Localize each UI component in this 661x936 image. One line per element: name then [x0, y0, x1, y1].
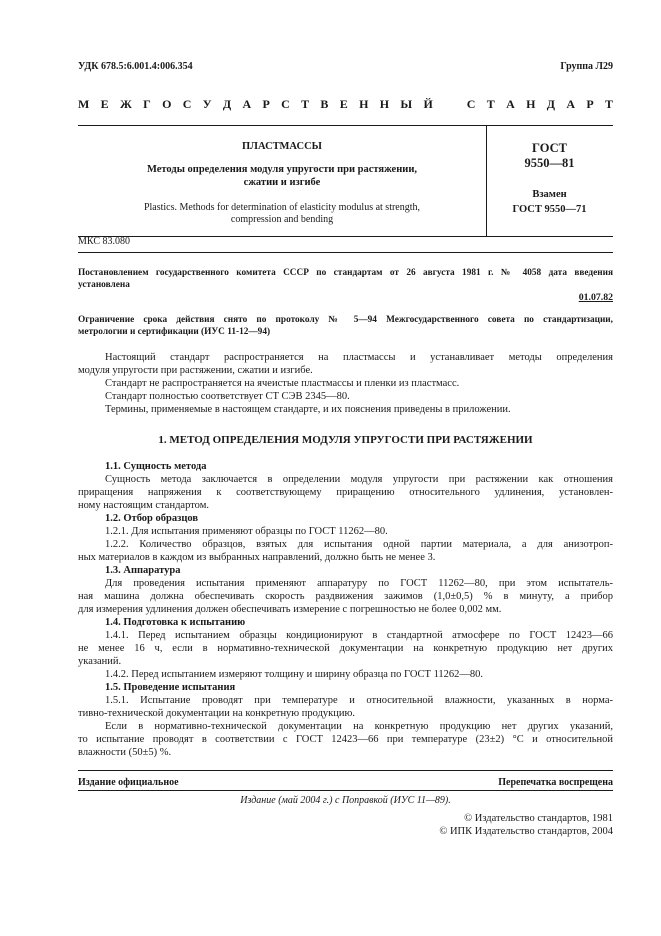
title-ru-line-1: Методы определения модуля упругости при растяжении, — [146, 164, 417, 175]
reprint-forbidden: Перепечатка воспрещена — [498, 777, 613, 788]
subject-heading: ПЛАСТМАССЫ — [242, 141, 322, 152]
title-bottom-rule — [78, 236, 613, 237]
p13-line-2: ная машина должна обеспечивать скорость раздвижения зажимов (1,0±0,5) % в минуту, а прибор — [78, 591, 613, 602]
p152-line-2: то испытание проводят в соответствии с ГОСТ 12423—66 при температуре (23±2) °С и относительной — [78, 734, 613, 745]
copyright-1981: © Издательство стандартов, 1981 — [464, 813, 613, 824]
decree-date: 01.07.82 — [578, 292, 613, 303]
subheading-1-1: 1.1. Сущность метода — [105, 461, 207, 472]
decree-line-1: Постановлением государственного комитета СССР по стандартам от 26 августа 1981 г. № 4058 дата введения — [78, 268, 613, 278]
p13-line-3: для измерения удлинения должен обеспечивать измерение с погрешностью не более 0,002 мм. — [78, 604, 502, 615]
intro-p1-line-1: Настоящий стандарт распространяется на пластмассы и устанавливает методы определения — [105, 352, 613, 363]
p122-line-1: 1.2.2. Количество образцов, взятых для испытания одной партии материала, а для анизотроп- — [105, 539, 613, 550]
p141-line-3: указаний. — [78, 656, 122, 667]
p141-line-1: 1.4.1. Перед испытанием образцы кондиционируют в стандартной атмосфере по ГОСТ 12423—66 — [105, 630, 613, 641]
official-edition: Издание официальное — [78, 777, 179, 788]
p152-line-3: влажности (50±5) %. — [78, 747, 172, 758]
intro-p3: Стандарт полностью соответствует СТ СЭВ 2345—80. — [105, 391, 350, 402]
mks-rule — [78, 252, 613, 253]
section-1-heading: 1. МЕТОД ОПРЕДЕЛЕНИЯ МОДУЛЯ УПРУГОСТИ ПРИ РАСТЯЖЕНИИ — [158, 434, 533, 446]
p121: 1.2.1. Для испытания применяют образцы по ГОСТ 11262—80. — [105, 526, 388, 537]
top-rule — [78, 125, 613, 126]
limit-line-2: метрологии и сертификации (ИУС 11-12—94) — [78, 327, 271, 337]
p11-line-1: Сущность метода заключается в определении модуля упругости при растяжении как отношения — [105, 474, 613, 485]
edition-note: Издание (май 2004 г.) с Поправкой (ИУС 11—89). — [240, 795, 451, 806]
intro-p1-line-2: модуля упругости при растяжении, сжатии и изгибе. — [78, 365, 313, 376]
replaces-number: ГОСТ 9550—71 — [512, 204, 587, 215]
intro-p4: Термины, применяемые в настоящем стандарте, и их пояснения приведены в приложении. — [105, 404, 511, 415]
p141-line-2: не менее 16 ч, если в нормативно-технической документации на конкретную продукцию нет других — [78, 643, 613, 654]
footer-rule — [78, 770, 613, 771]
p152-line-1: Если в нормативно-технической документации на конкретную продукцию нет других указаний, — [105, 721, 613, 732]
subheading-1-5: 1.5. Проведение испытания — [105, 682, 236, 693]
p151-line-2: тивно-технической документации на конкретную продукцию. — [78, 708, 355, 719]
p142: 1.4.2. Перед испытанием измеряют толщину и ширину образца по ГОСТ 11262—80. — [105, 669, 484, 680]
subheading-1-3: 1.3. Аппаратура — [105, 565, 181, 576]
footer-rule-2 — [78, 790, 613, 791]
title-en-line-2: compression and bending — [230, 214, 334, 225]
decree-line-2: установлена — [78, 280, 130, 290]
title-en-line-1: Plastics. Methods for determination of elasticity modulus at strength, — [143, 202, 421, 213]
subheading-1-2: 1.2. Отбор образцов — [105, 513, 199, 524]
mks-code: МКС 83.080 — [78, 236, 130, 247]
p13-line-1: Для проведения испытания применяют аппаратуру по ГОСТ 11262—80, при этом испытатель- — [105, 578, 613, 589]
subheading-1-4: 1.4. Подготовка к испытанию — [105, 617, 246, 628]
title-ru-line-2: сжатии и изгибе — [243, 177, 321, 188]
limit-line-1: Ограничение срока действия снято по протоколу № 5—94 Межгосударственного совета по стандартизации, — [78, 315, 613, 325]
replaces-label: Взамен — [532, 189, 567, 200]
copyright-2004: © ИПК Издательство стандартов, 2004 — [439, 826, 613, 837]
group-code: Группа Л29 — [560, 61, 613, 72]
p151-line-1: 1.5.1. Испытание проводят при температуре и относительной влажности, указанных в норма- — [105, 695, 613, 706]
interstate-standard-banner: М Е Ж Г О С У Д А Р С Т В Е Н Н Ы Й С Т А Н Д А Р Т — [78, 97, 613, 111]
gost-number: 9550—81 — [524, 156, 575, 170]
udk-code: УДК 678.5:6.001.4:006.354 — [78, 61, 193, 72]
gost-label: ГОСТ — [532, 141, 567, 155]
p122-line-2: ных материалов в каждом из выбранных направлений, должно быть не менее 3. — [78, 552, 436, 563]
p11-line-2: приращения напряжения к соответствующему приращению относительного удлинения, установлен- — [78, 487, 613, 498]
p11-line-3: ному настоящим стандартом. — [78, 500, 209, 511]
intro-p2: Стандарт не распространяется на ячеистые пластмассы и пленки из пластмасс. — [105, 378, 460, 389]
